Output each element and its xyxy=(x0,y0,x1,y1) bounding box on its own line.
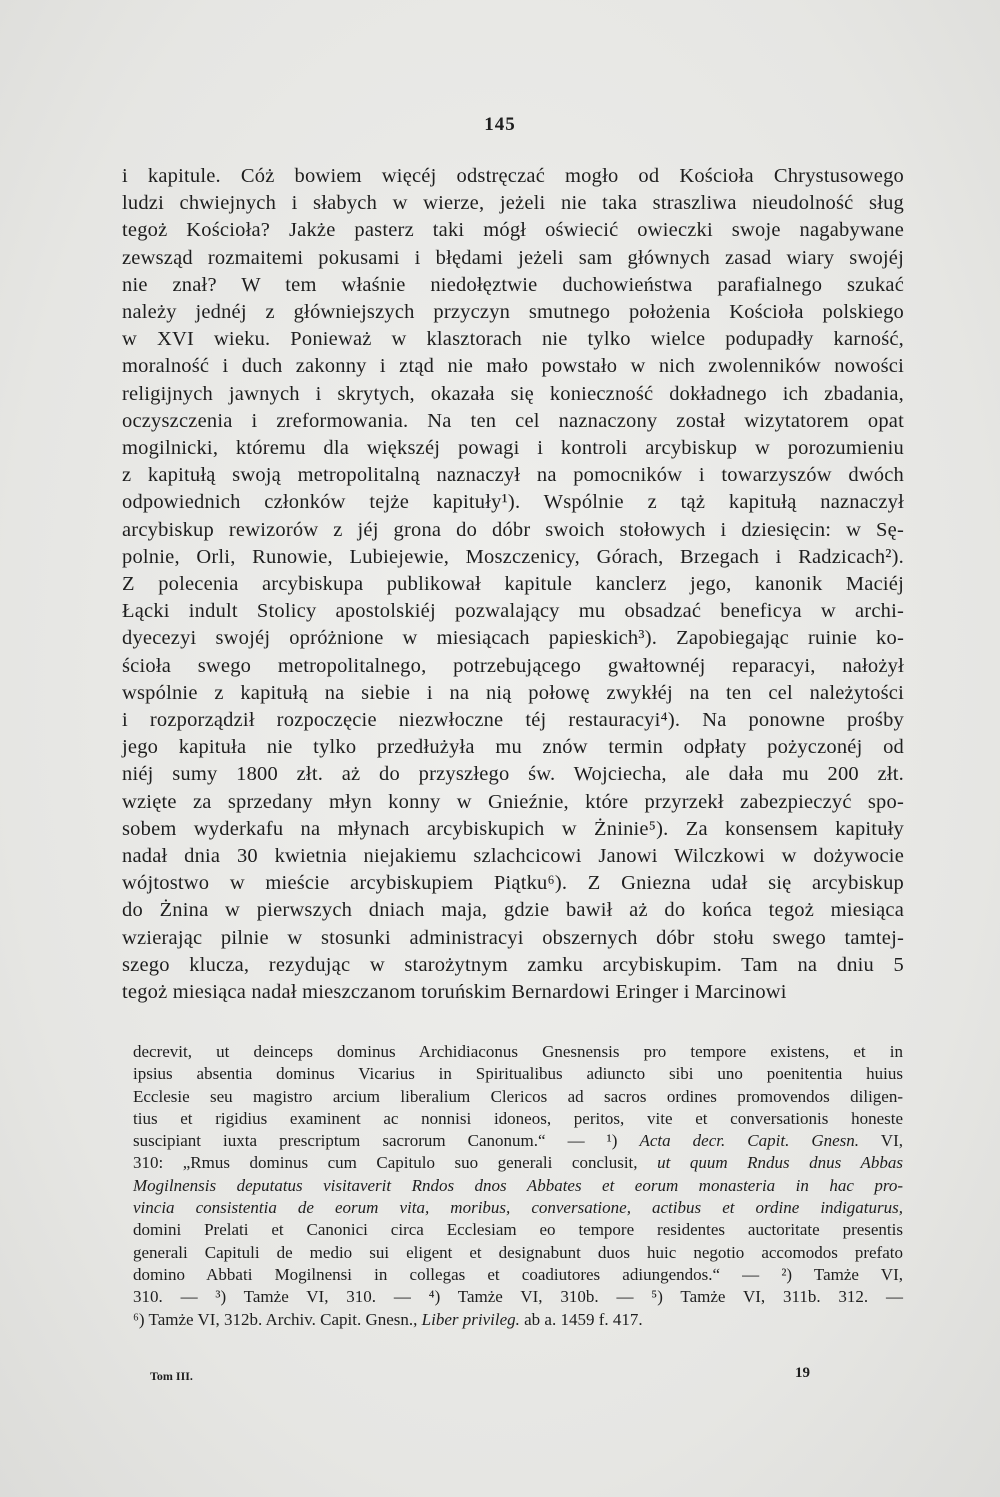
body-line: moralność i duch zakonny i ztąd nie mało powstało w nich zwolenników nowości xyxy=(122,355,904,378)
footnote-segment: Ecclesie seu magistro arcium liberalium Clericos ad sacros ordines promovendos diligen- xyxy=(133,1086,903,1106)
footnote-segment: domino Abbati Mogilnensi in collegas et coadiutores adiungendos.“ — ²) Tamże VI, xyxy=(133,1264,903,1284)
body-line: wzierając pilnie w stosunki administracyi obszernych dóbr stołu swego tamtej- xyxy=(122,926,904,949)
footnote-line xyxy=(133,1130,903,1152)
footnote-segment: domini Prelati et Canonici circa Ecclesiam eo tempore residentes auctoritate presentis xyxy=(133,1220,903,1240)
body-line: Z polecenia arcybiskupa publikował kapitule kanclerz jego, kanonik Maciéj xyxy=(122,573,904,596)
footnote-italic-segment: Mogilnensis deputatus visitaverit Rndos dnos Abbates et eorum monasteria in hac pro- xyxy=(133,1175,903,1195)
body-line: wspólnie z kapitułą na siebie i na nią połowę zwykłéj na ten cel należytości xyxy=(122,681,904,704)
footnote-line xyxy=(133,1264,903,1286)
body-line: odpowiednich członków tejże kapituły¹). Wspólnie z tąż kapitułą naznaczył xyxy=(122,491,904,514)
body-line: tegoż miesiąca nadał mieszczanom toruńskim Bernardowi Eringer i Marcinowi xyxy=(122,981,787,1004)
body-line: i kapitule. Cóż bowiem więcéj odstręczać mogło od Kościoła Chrystusowego xyxy=(122,165,904,187)
body-line: niéj sumy 1800 złt. aż do przyszłego św. Wojciecha, ale dała mu 200 złt. xyxy=(122,763,904,786)
footnote-segment: suscipiant iuxta prescriptum sacrorum Canonum.“ — ¹) xyxy=(133,1131,640,1151)
body-line: w XVI wieku. Ponieważ w klasztorach nie tylko wielce podupadły karność, xyxy=(122,328,904,351)
body-line: religijnych jawnych i skrytych, okazała się konieczność dokładnego ich zbadania, xyxy=(122,382,904,405)
footnote-italic-segment: Liber privileg. xyxy=(421,1309,520,1329)
page-number: 145 xyxy=(484,114,516,135)
body-line: wzięte za sprzedany młyn konny w Gnieźnie, które przyrzekł zabezpieczyć spo- xyxy=(122,790,904,813)
body-line: arcybiskup rewizorów z jéj grona do dóbr swoich stołowych i dziesięcin: w Sę- xyxy=(122,518,904,541)
body-line: i rozporządził rozpoczęcie niezwłoczne téj restauracyi⁴). Na ponowne prośby xyxy=(122,709,904,732)
footnote-segment: 310: „Rmus dominus cum Capitulo suo generali conclusit, xyxy=(133,1153,658,1173)
footnotes xyxy=(133,1041,903,1331)
body-line: z kapitułą swoją metropolitalną naznaczył na pomocników i towarzyszów dwóch xyxy=(122,464,904,487)
body-line: należy jednéj z główniejszych przyczyn smutnego położenia Kościoła polskiego xyxy=(122,301,904,324)
footnote-italic-segment: vincia consistentia de eorum vita, moribus, conversatione, actibus et ordine indigaturus, xyxy=(133,1198,903,1218)
footnote-segment: 310. — ³) Tamże VI, 310. — ⁴) Tamże VI, 310b. — ⁵) Tamże VI, 311b. 312. — xyxy=(133,1287,903,1307)
body-line: jego kapituła nie tylko przedłużyła mu znów termin odpłaty pożyczonéj od xyxy=(122,736,904,759)
body-line: dyecezyi swojéj opróżnione w miesiącach papieskich³). Zapobiegając ruinie ko- xyxy=(122,627,904,650)
footnote-segment: ipsius absentia dominus Vicarius in Spiritualibus adiuncto sibi uno poenitentia huius xyxy=(133,1064,903,1084)
footnote-line xyxy=(133,1041,903,1063)
body-line: nie znał? W tem właśnie niedołęztwie duchowieństwa parafialnego szukać xyxy=(122,273,904,296)
footnote-segment: ⁶) Tamże VI, 312b. Archiv. Capit. Gnesn., xyxy=(133,1309,422,1329)
volume-label: Tom III. xyxy=(150,1369,193,1383)
footnote-line xyxy=(133,1063,903,1085)
footnote-segment: ab a. 1459 f. 417. xyxy=(519,1309,643,1329)
footnote-segment: VI, xyxy=(859,1131,903,1151)
footnote-segment: tius et rigidius examinent ac nonnisi idoneos, peritos, vite et conversationis honeste xyxy=(133,1108,903,1128)
body-line: zewsząd rozmaitemi pokusami i błędami jeżeli sam głównych zasad wiary swojéj xyxy=(122,246,904,269)
body-line: nadał dnia 30 kwietnia niejakiemu szlachcicowi Janowi Wilczkowi w dożywocie xyxy=(122,845,904,868)
body-line: do Żnina w pierwszych dniach maja, gdzie bawił aż do końca tegoż miesiąca xyxy=(122,899,904,922)
body-line: wójtostwo w mieście arcybiskupiem Piątku⁶). Z Gniezna udał się arcybiskup xyxy=(122,872,904,895)
footnote-italic-segment: Acta decr. Capit. Gnesn. xyxy=(639,1131,860,1151)
body-line: polnie, Orli, Runowie, Lubiejewie, Moszczenicy, Górach, Brzegach i Radzicach²). xyxy=(122,545,904,568)
footnote-line xyxy=(133,1086,903,1108)
body-line: Łącki indult Stolicy apostolskiéj pozwalający mu obsadzać beneficya w archi- xyxy=(122,600,904,623)
footnote-segment: decrevit, ut deinceps dominus Archidiaconus Gnesnensis pro tempore existens, et in xyxy=(133,1042,903,1061)
body-line: szego klucza, rezydując w starożytnym zamku arcybiskupim. Tam na dniu 5 xyxy=(122,953,904,976)
body-line: ludzi chwiejnych i słabych w wierze, jeżeli nie taka straszliwa nieudolność sług xyxy=(122,192,904,215)
body-line: mogilnicki, któremu dla większéj powagi i kontroli arcybiskup w porozumieniu xyxy=(122,437,904,460)
footnote-line xyxy=(133,1152,903,1174)
footnote-line xyxy=(133,1309,903,1331)
body-text xyxy=(122,163,904,1006)
signature-mark: 19 xyxy=(795,1365,810,1381)
footnote-line xyxy=(133,1197,903,1219)
footnote-line xyxy=(133,1108,903,1130)
body-line: sobem wyderkafu na młynach arcybiskupich w Żninie⁵). Za konsensem kapituły xyxy=(122,817,904,840)
footnote-line xyxy=(133,1219,903,1241)
footnote-line xyxy=(133,1286,903,1308)
body-line: tegoż Kościoła? Jakże pasterz taki mógł oświecić owieczki swoje nagabywane xyxy=(122,219,904,242)
footnote-segment: generali Capituli de medio sui eligent et designabunt duos huic negotio accomodos prefato xyxy=(133,1242,903,1262)
footnote-line xyxy=(133,1242,903,1264)
body-line: ścioła swego metropolitalnego, potrzebującego gwałtownéj reparacyi, nałożył xyxy=(122,654,904,677)
body-line: oczyszczenia i zreformowania. Na ten cel naznaczony został wizytatorem opat xyxy=(122,409,904,432)
footnote-italic-segment: ut quum Rndus dnus Abbas xyxy=(657,1153,903,1173)
footnote-line xyxy=(133,1175,903,1197)
